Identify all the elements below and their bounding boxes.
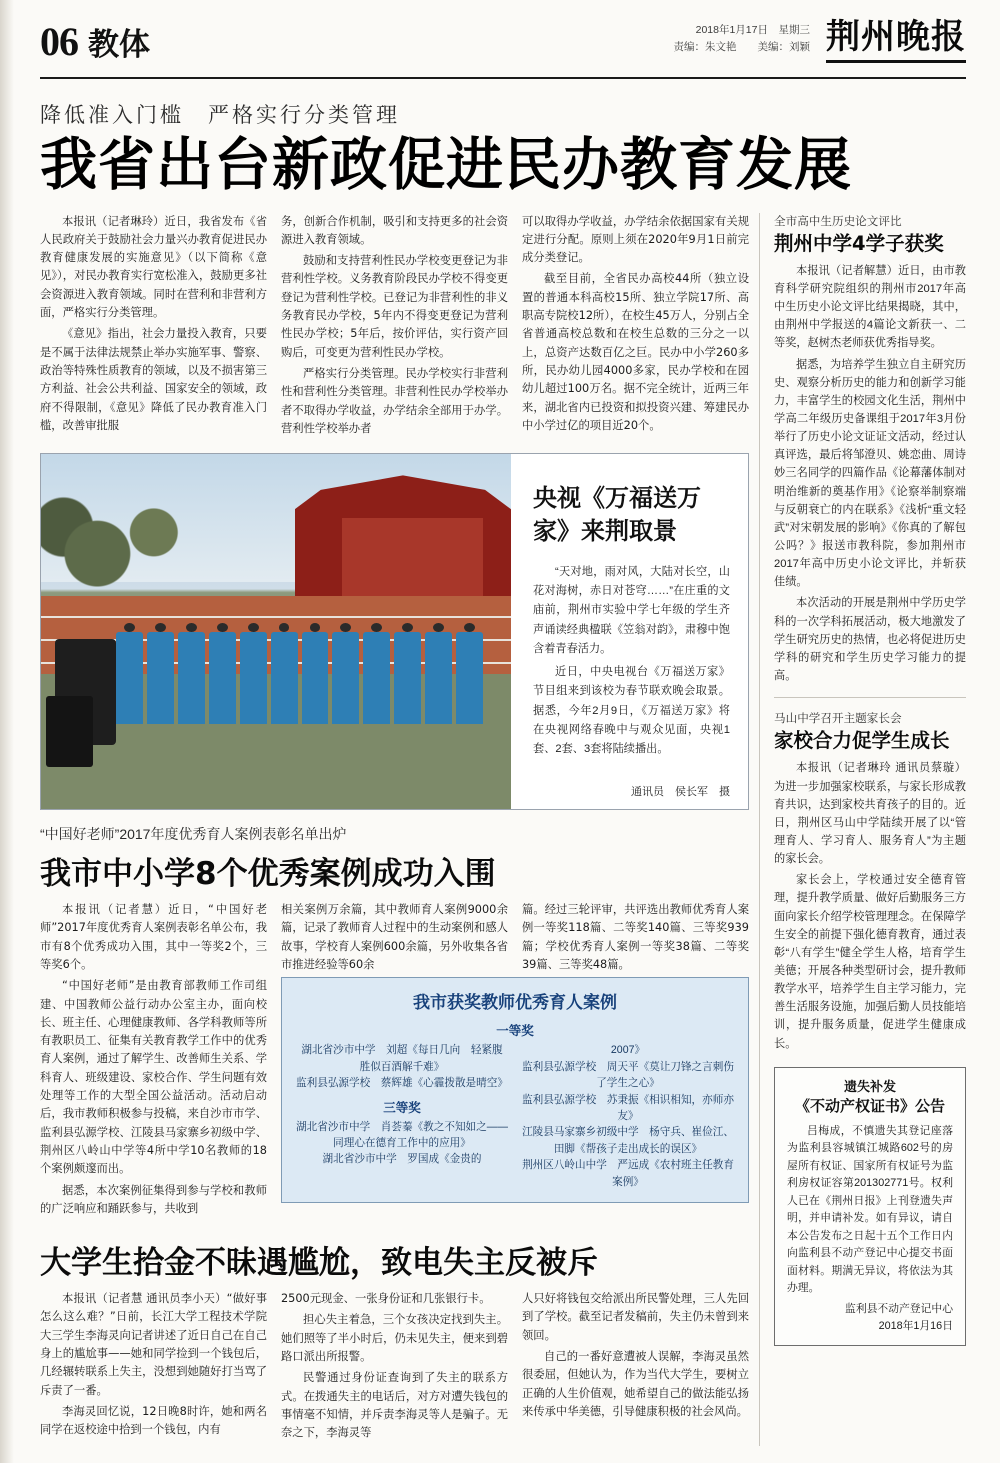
photo-person [394,632,421,724]
lost-certificate-notice [774,1067,966,1347]
paragraph: 李海灵回忆说，12日晚8时许，她和两名同学在返校途中拾到一个钱包，内有 [40,1404,267,1437]
paragraph: 《意见》指出，社会力量投入教育，只要是不属于法律法规禁止举办实施军事、警察、政治等特殊性质教育的领域，以及不损害第三方利益、社会公共利益、国家安全的领域，政府不得限制，《意见》降低了民办教育准入门槛，改善审批服 [40,327,267,432]
paragraph: 严格实行分类管理。民办学校实行非营利性和营利性分类管理。非营利性民办学校举办者不取得办学收益，办学结余全部用于办学。营利性学校举办者 [281,366,508,435]
notice-signature: 监利县不动产登记中心 [845,1302,953,1315]
feature-photo [41,454,511,809]
bottom-col-2 [281,1290,508,1445]
rail2-headline: 家校合力促学生成长 [774,729,950,753]
paragraph: 本次活动的开展是荆州中学历史学科的一次学科拓展活动，极大地激发了学生研究历史的热情，也必将促进历史学科的研究和学生历史学习能力的提高。 [774,597,966,682]
paragraph: 近日，中央电视台《万福送万家》节目组来到该校为春节联欢晚会取景。据悉，今年2月9日，《万福送万家》将在央视网络春晚中与观众见面，央视1套、2套、3套将陆续播出。 [533,666,730,756]
paragraph: 篇。经过三轮评审，共评选出教师优秀育人案例一等奖118篇、二等奖140篇、三等奖939篇；学校优秀育人案例一等奖38篇、二等奖39篇、三等奖48篇。 [522,903,749,971]
paragraph: 担心失主着急，三个女孩决定找到失主。她们照等了半小时后，仍未见失主，便来到碧路口派出所报警。 [281,1313,508,1364]
page-content [0,203,1000,1446]
bottom-col-3 [522,1290,749,1445]
paragraph: 截至目前，全省民办高校44所（独立设置的普通本科高校15所、独立学院17所、高职高专院校12所），在校生45万人，分别占全省普通高校总数和在校生总数的三分之一以上，总资产达数百亿之巨。民办中小学260多所，民办幼儿园4000多家，民办学校和在园幼儿超过100万名。据不完全统计，近两三年来，湖北省内已投资和拟投资兴建、筹建民办中小学过亿的项目近20个。 [522,272,749,432]
paragraph: 本报讯（记者琳玲 通讯员蔡璇）为进一步加强家校联系，与家长形成教育共识，达到家校共育孩子的目的。近日，荆州区马山中学陆续开展了以“管理育人、学习育人、服务育人”为主题的家长会。 [774,762,966,866]
paragraph: “天对地，雨对风，大陆对长空，山花对海树，赤日对苍穹……”在庄重的文庙前，荆州市实验中学七年级的学生齐声诵读经典楹联《笠翁对韵》，肃穆中饱含着青春活力。 [533,565,730,655]
right-rail [759,213,966,1446]
lead-headline: 我省出台新政促进民办教育发展 [40,132,852,198]
award-list-box [281,977,749,1203]
award-box-title: 我市获奖教师优秀育人案例 [413,993,617,1013]
masthead-right [674,18,967,63]
award-col-right [522,1042,734,1190]
folio [40,18,150,65]
issue-info [674,18,811,57]
lead-body [40,213,749,442]
feature-headline: 央视《万福送万家》来荆取景 [533,484,701,545]
issue-date: 2018年1月17日 星期三 [695,24,810,36]
second-col-1 [40,901,267,1221]
award-item: 湖北省沙市中学 肖荟蓁《教之不知如之——同理心在德育工作中的应用》 [296,1120,508,1149]
editor-credits: 责编：朱文艳 美编：刘颖 [673,41,810,54]
paragraph: 鼓励和支持营利性民办学校变更登记为非营利性学校。义务教育阶段民办学校不得变更登记为营利性学校。已登记为非营利性的非义务教育民办学校，5年内不得变更登记为营利性民办学校；5年后，按价评估，实行资产回购后，可变更为营利性民办学校。 [281,254,508,359]
award-item: 监利县弘源学校 周天平《莫让刀锋之言刺伤了学生之心》 [522,1060,734,1090]
lead-headline-block [0,79,1000,197]
paragraph: 据悉，本次案例征集得到参与学校和教师的广泛响应和踊跃参与，共收到 [40,1183,267,1215]
section-name: 教体 [88,27,150,63]
paragraph: 可以取得办学收益，办学结余依据国家有关规定进行分配。原则上须在2020年9月1日前完成分类登记。 [522,214,749,265]
photo-person [271,632,298,724]
second-story-headline: 我市中小学8个优秀案例成功入围 [40,856,496,893]
rail-story-1 [774,213,966,686]
second-story-shoulder: “中国好老师”2017年度优秀育人案例表彰名单出炉 [40,826,347,843]
rail1-headline: 荆州中学4学子获奖 [774,231,944,255]
paragraph: 自己的一番好意遭被人误解，李海灵虽然很委屈，但她认为，作为当代大学生，要树立正确的人生价值观，她希望自己的做法能弘扬来传承中华美德，引导健康积极的社会风尚。 [522,1350,749,1418]
rail1-shoulder: 全市高中生历史论文评比 [774,214,902,228]
award-item: 湖北省沙市中学 刘超《每日几向 轻紧腹 胜似百酒解千难》 [301,1044,514,1073]
notice-date: 2018年1月16日 [878,1320,953,1333]
award-col-left [296,1042,514,1190]
photo-student-choir [116,632,483,724]
paragraph: 本报讯（记者慧 通讯员李小天）“做好事怎么这么难？”日前，长江大学工程技术学院大三学生李海灵向记者讲述了近日自己在自己身上的尴尬事——她和同学捡到一个钱包后，几经辗转联系上失主，没想到她随好打当骂了斥责了一番。 [40,1292,267,1397]
paragraph: 2500元现金、一张身份证和几张银行卡。 [281,1292,491,1306]
paper-title: 荆州晚报 [826,18,966,63]
paragraph: 务，创新合作机制，吸引和支持更多的社会资源进入教育领域。 [281,214,508,246]
award-columns [296,1042,734,1190]
award-column-wrap [281,901,749,1221]
award-item: 湖北省沙市中学 罗国成《金贵的 [322,1153,482,1166]
paragraph: 本报讯（记者慧）近日，“中国好老师”2017年度优秀育人案例表彰名单公布，我市有8个优秀成功入围，其中一等奖2个，三等奖6个。 [40,903,267,971]
lead-col-3 [522,213,749,442]
photo-temple-roof [342,518,483,596]
photo-camera-equipment [46,696,93,767]
page-number: 06 [40,19,78,64]
lead-col-2 [281,213,508,442]
second-story-cont [281,901,749,977]
rail-divider [774,697,966,698]
paragraph: 人只好将钱包交给派出所民警处理，三人先回到了学校。截至记者发稿前，失主仍未曾到来领回。 [522,1292,749,1342]
paragraph: 民警通过身份证查询到了失主的联系方式。在拨通失主的电话后，对方对遭失钱包的事情毫不知情，并斥责李海灵等人是骗子。无奈之下，李海灵等 [281,1371,508,1440]
photo-credit: 通讯员 侯长军 摄 [631,786,730,799]
award-grade-label: 一等奖 [496,1024,534,1039]
rail2-shoulder: 马山中学召开主题家长会 [774,712,902,726]
paragraph: 相关案例万余篇，其中教师育人案例9000余篇，记录了教师育人过程中的生动案例和感人故事，学校育人案例600余篇，另外收集各省市推进经验等60余 [281,903,508,971]
notice-title-line2: 《不动产权证书》公告 [794,1097,945,1115]
masthead [0,0,1000,71]
bottom-story-body [40,1290,749,1445]
photo-trees [41,490,229,597]
main-column [40,213,749,1446]
bottom-story-headline: 大学生拾金不昧遇尴尬，致电失主反被斥 [40,1245,598,1282]
award-item: 荆州区八岭山中学 严远成《农村班主任教育案例》 [522,1159,734,1188]
rail-story-2 [774,710,966,1053]
bottom-col-1 [40,1290,267,1445]
notice-title-line1: 遗失补发 [843,1078,896,1094]
photo-person [302,632,329,724]
feature-story [40,453,749,810]
second-col-3 [522,901,749,977]
photo-person [147,632,174,724]
award-item: 江陵县马家寨乡初级中学 杨守兵、崔俭江、田脚《帮孩子走出成长的误区》 [522,1126,734,1155]
paragraph: 据悉，为培养学生独立自主研究历史、观察分析历史的能力和创新学习能力，丰富学生的校园文化生活，荆州中学高二年级历史备课组于2017年3月份举行了历史小论文证证文活动，经过认真评选，最后将邹澄贝、姚恋曲、周诗妙三名同学的四篇作品《论幕藩体制对明治维新的奠基作用》《论察举制察端与反朝衰亡的内在联系》《浅析“重文轻武”对宋朝发展的影响》《你真的了解包公吗？》报送市教科院，参加荆州市2017年高中历史小论文评比，并斩获佳绩。 [774,358,966,589]
photo-person [363,632,390,724]
paragraph: 家长会上，学校通过安全德育管理，提升教学质量、做好后勤服务三方面向家长介绍学校管理理念。在保障学生安全的前提下强化德育教育，通过表彰“八有学生”健全学生人格，培育学生美德；开展各种类型研讨会，提升教师教学水平，培养学生自主学习能力，完善生活服务设施，加强后勤人员技能培训，提升服务质量，促进学生健康成长。 [774,874,966,1050]
lead-col-1 [40,213,267,442]
lead-shoulder: 降低准入门槛 严格实行分类管理 [40,103,400,127]
photo-person [116,632,143,724]
feature-text [511,454,748,809]
award-item: 2007》 [610,1044,646,1057]
photo-person [178,632,205,724]
photo-person [240,632,267,724]
paragraph: 本报讯（记者解慧）近日，由市教育科学研究院组织的荆州市2017年高中生历史小论文评比结果揭晓，其中，由荆州中学报送的4篇论文新获一、二等奖，赵树杰老师获优秀指导奖。 [774,264,966,350]
paragraph: 本报讯（记者琳玲）近日，我省发布《省人民政府关于鼓励社会力量兴办教育促进民办教育健康发展的实施意见》（以下简称《意见》），对民办教育实行宽松准入，鼓励更多社会资源进入教育领域。同时在营利和非营利方面，严格实行分类管理。 [40,214,267,320]
second-col-2 [281,901,508,977]
award-item: 监利县弘源学校 蔡辉雄《心霾拨散是晴空》 [296,1077,508,1090]
photo-track-line [41,616,511,618]
photo-person [456,632,483,724]
award-item: 监利县弘源学校 苏秉振《相识相知，亦师亦友》 [522,1093,734,1122]
second-story-body [40,901,749,1221]
paragraph: 吕梅成，不慎遗失其登记座落为监利县容城镇江城路602号的房屋所有权证、国家所有权证号为监利房权证容第201302771号。权利人已在《荆州日报》上刊登遗失声明，并申请补发。如有异议，请自本公告发布之日起十五个工作日内向监利县不动产登记中心提交书面面材料。期满无异议，将依法为其办理。 [787,1124,953,1295]
paragraph: “中国好老师”是由教育部教师工作司组建、中国教师公益行动办公室主办，面向校长、班主任、心理健康教师、各学科教师等所有教职员工、征集有关教育教学工作中的优秀育人案例，通过了解学生、改善师生关系、学科育人、班级建设、家校合作、学生问题有效处理等工作的大型全国公益活动。活动启动后，我市教师积极参与投稿，来自沙市市学、监利县弘源学校、江陵县马家寨乡初级中学、荆州区八岭山中学等4所中学10名教师的18个案例颇邃而出。 [40,979,267,1176]
photo-person [425,632,452,724]
photo-person [332,632,359,724]
photo-person [209,632,236,724]
award-grade-label: 三等奖 [383,1100,421,1115]
